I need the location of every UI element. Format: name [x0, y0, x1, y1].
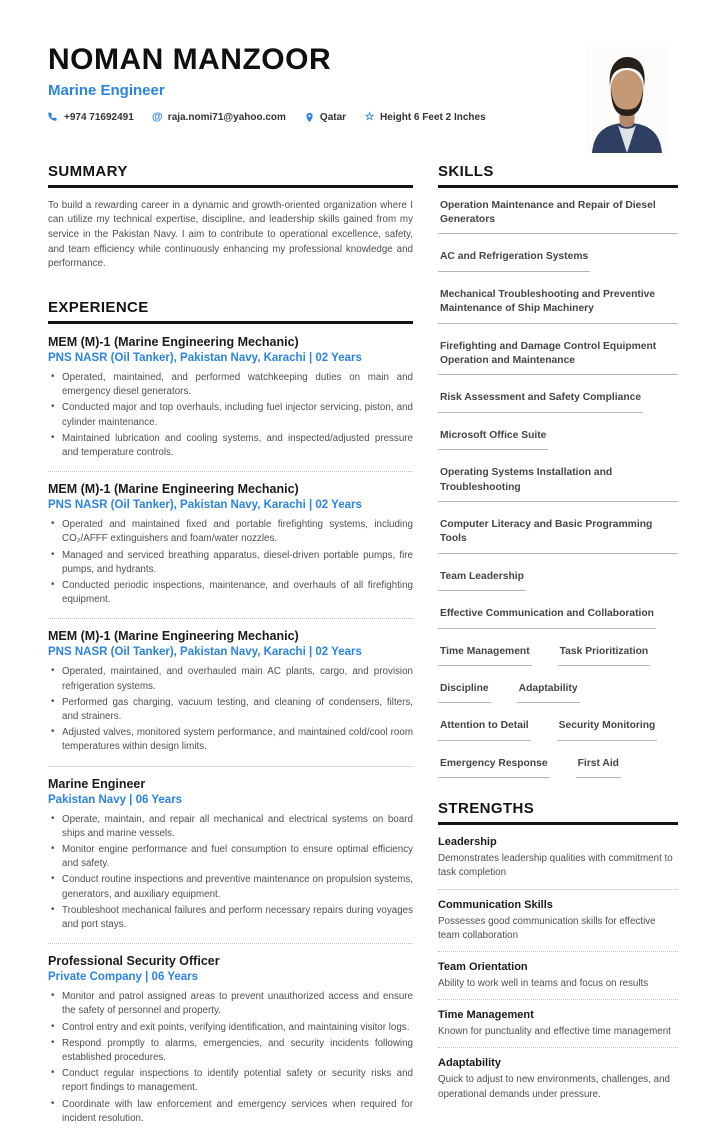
skill-item: Attention to Detail	[438, 719, 531, 740]
skills-list	[438, 199, 678, 779]
contact-item	[364, 112, 486, 123]
skill-row	[438, 570, 678, 591]
job-bullet: • Operated and maintained fixed and portable firefighting systems, including CO₂/AFFF extinguishers and foam/water nozzles.	[48, 518, 413, 546]
skill-row	[438, 199, 678, 235]
strength-text: Possesses good communication skills for effective team collaboration	[438, 915, 678, 943]
job-subtitle: PNS NASR (Oil Tanker), Pakistan Navy, Karachi | 02 Years	[48, 352, 413, 364]
job-subtitle: Private Company | 06 Years	[48, 971, 413, 983]
job-title: Professional Security Officer	[48, 954, 413, 968]
skill-row	[438, 645, 678, 666]
experience-heading: EXPERIENCE	[48, 299, 413, 324]
strength-item	[438, 961, 678, 1000]
strength-title: Team Orientation	[438, 961, 678, 973]
experience-job	[48, 629, 413, 766]
job-bullet: • Operated, maintained, and performed watchkeeping duties on main and emergency diesel generators.	[48, 371, 413, 399]
skill-row	[438, 466, 678, 502]
contact-row	[48, 112, 677, 123]
header	[48, 44, 677, 123]
skill-item: Security Monitoring	[557, 719, 658, 740]
job-bullet: • Operate, maintain, and repair all mechanical and electrical systems on board ships and marine vessels.	[48, 813, 413, 841]
left-column	[48, 163, 413, 1137]
job-bullet: • Conduct regular inspections to identify potential safety or security risks and report findings to management.	[48, 1067, 413, 1095]
strength-item	[438, 899, 678, 952]
job-bullet: • Conducted periodic inspections, maintenance, and overhauls of all firefighting equipment.	[48, 579, 413, 607]
job-bullet: • Maintained lubrication and cooling systems, and inspected/adjusted pressure and temperature controls.	[48, 432, 413, 460]
experience-section	[48, 299, 413, 1137]
skill-row	[438, 518, 678, 554]
experience-job	[48, 482, 413, 619]
skill-item: Discipline	[438, 682, 491, 703]
job-bullet: • Troubleshoot mechanical failures and perform necessary repairs during voyages and port stays.	[48, 904, 413, 932]
strengths-list	[438, 836, 678, 1102]
skill-item: Effective Communication and Collaboration	[438, 607, 656, 628]
job-bullets	[48, 371, 413, 460]
experience-job	[48, 954, 413, 1137]
contact-item	[152, 112, 286, 123]
skill-item: Risk Assessment and Safety Compliance	[438, 391, 643, 412]
skill-item: Team Leadership	[438, 570, 526, 591]
contact-item	[304, 112, 346, 123]
contact-text: Height 6 Feet 2 Inches	[380, 112, 486, 123]
strength-item	[438, 836, 678, 889]
summary-section	[48, 163, 413, 272]
contact-item	[48, 112, 134, 123]
job-bullet: • Managed and serviced breathing apparatus, diesel-driven portable pumps, fire pumps, and hydrants.	[48, 549, 413, 577]
skill-item: Microsoft Office Suite	[438, 429, 548, 450]
at-icon: @	[152, 112, 163, 123]
skill-item: AC and Refrigeration Systems	[438, 250, 590, 271]
contact-text: raja.nomi71@yahoo.com	[168, 112, 286, 123]
skill-row	[438, 429, 678, 450]
skill-row	[438, 607, 678, 628]
strength-item	[438, 1057, 678, 1101]
strengths-section	[438, 800, 678, 1102]
job-bullet: • Conducted major and top overhauls, including fuel injector servicing, piston, and cylinder maintenance.	[48, 401, 413, 429]
job-bullets	[48, 665, 413, 754]
job-title: MEM (M)-1 (Marine Engineering Mechanic)	[48, 335, 413, 349]
candidate-title: Marine Engineer	[48, 82, 677, 99]
right-column	[438, 163, 678, 1137]
skill-item: Task Prioritization	[558, 645, 651, 666]
strength-title: Communication Skills	[438, 899, 678, 911]
job-bullet: • Monitor and patrol assigned areas to prevent unauthorized access and ensure the safety of personnel and property.	[48, 990, 413, 1018]
job-bullet: • Respond promptly to alarms, emergencies, and security incidents following established procedures.	[48, 1037, 413, 1065]
skills-section	[438, 163, 678, 779]
job-title: MEM (M)-1 (Marine Engineering Mechanic)	[48, 482, 413, 496]
skill-row	[438, 250, 678, 271]
skill-row	[438, 340, 678, 376]
headshot-illustration	[586, 47, 668, 153]
job-subtitle: PNS NASR (Oil Tanker), Pakistan Navy, Karachi | 02 Years	[48, 499, 413, 511]
strength-title: Leadership	[438, 836, 678, 848]
job-bullets	[48, 518, 413, 607]
strength-text: Ability to work well in teams and focus on results	[438, 977, 678, 991]
strength-item	[438, 1009, 678, 1048]
skill-row	[438, 757, 678, 778]
job-subtitle: Pakistan Navy | 06 Years	[48, 794, 413, 806]
skill-item: Adaptability	[517, 682, 580, 703]
skills-heading: SKILLS	[438, 163, 678, 188]
strength-text: Quick to adjust to new environments, challenges, and operational demands under pressure.	[438, 1073, 678, 1101]
experience-job	[48, 335, 413, 472]
content-columns	[48, 163, 677, 1137]
summary-heading: SUMMARY	[48, 163, 413, 188]
job-bullet: • Control entry and exit points, verifying identification, and maintaining visitor logs.	[48, 1021, 413, 1035]
skill-row	[438, 391, 678, 412]
contact-text: +974 71692491	[64, 112, 134, 123]
skill-row	[438, 288, 678, 324]
skill-item: Time Management	[438, 645, 532, 666]
skill-item: Operation Maintenance and Repair of Diesel Generators	[438, 199, 678, 235]
skill-row	[438, 682, 678, 703]
strength-title: Adaptability	[438, 1057, 678, 1069]
skill-row	[438, 719, 678, 740]
phone-icon	[48, 112, 59, 123]
star-icon: ☆	[364, 112, 375, 123]
job-bullet: • Monitor engine performance and fuel consumption to ensure optimal efficiency and safety.	[48, 843, 413, 871]
job-bullet: • Coordinate with law enforcement and emergency services when required for incident resolution.	[48, 1098, 413, 1126]
job-subtitle: PNS NASR (Oil Tanker), Pakistan Navy, Karachi | 02 Years	[48, 646, 413, 658]
skill-item: First Aid	[576, 757, 621, 778]
skill-item: Mechanical Troubleshooting and Preventive Maintenance of Ship Machinery	[438, 288, 678, 324]
contact-text: Qatar	[320, 112, 346, 123]
experience-job	[48, 777, 413, 945]
job-title: MEM (M)-1 (Marine Engineering Mechanic)	[48, 629, 413, 643]
pin-icon	[304, 112, 315, 123]
candidate-name: NOMAN MANZOOR	[48, 44, 677, 76]
job-bullet: • Conduct routine inspections and preventive maintenance on propulsion systems, generators, and auxiliary equipment.	[48, 873, 413, 901]
strength-title: Time Management	[438, 1009, 678, 1021]
job-bullet: • Operated, maintained, and overhauled main AC plants, cargo, and provision refrigeration systems.	[48, 665, 413, 693]
job-bullets	[48, 990, 413, 1126]
skill-item: Emergency Response	[438, 757, 550, 778]
job-bullet: • Adjusted valves, monitored system performance, and maintained cold/cool room temperatures within design limits.	[48, 726, 413, 754]
strengths-heading: STRENGTHS	[438, 800, 678, 825]
skill-item: Operating Systems Installation and Troubleshooting	[438, 466, 678, 502]
experience-job-list	[48, 335, 413, 1137]
job-bullets	[48, 813, 413, 933]
skill-item: Firefighting and Damage Control Equipment Operation and Maintenance	[438, 340, 678, 376]
skill-item: Computer Literacy and Basic Programming Tools	[438, 518, 678, 554]
strength-text: Known for punctuality and effective time management	[438, 1025, 678, 1039]
job-title: Marine Engineer	[48, 777, 413, 791]
job-bullet: • Performed gas charging, vacuum testing, and cleaning of condensers, filters, and strainers.	[48, 696, 413, 724]
summary-text: To build a rewarding career in a dynamic and growth-oriented organization where I can utilize my technical expertise, discipline, and leadership skills gained from my service in the Pakistan Navy. I aim to contribute to operational excellence, safety, and team efficiency while continuously enhancing my professional knowledge and performance.	[48, 199, 413, 272]
profile-photo	[586, 47, 668, 153]
strength-text: Demonstrates leadership qualities with commitment to task completion	[438, 852, 678, 880]
